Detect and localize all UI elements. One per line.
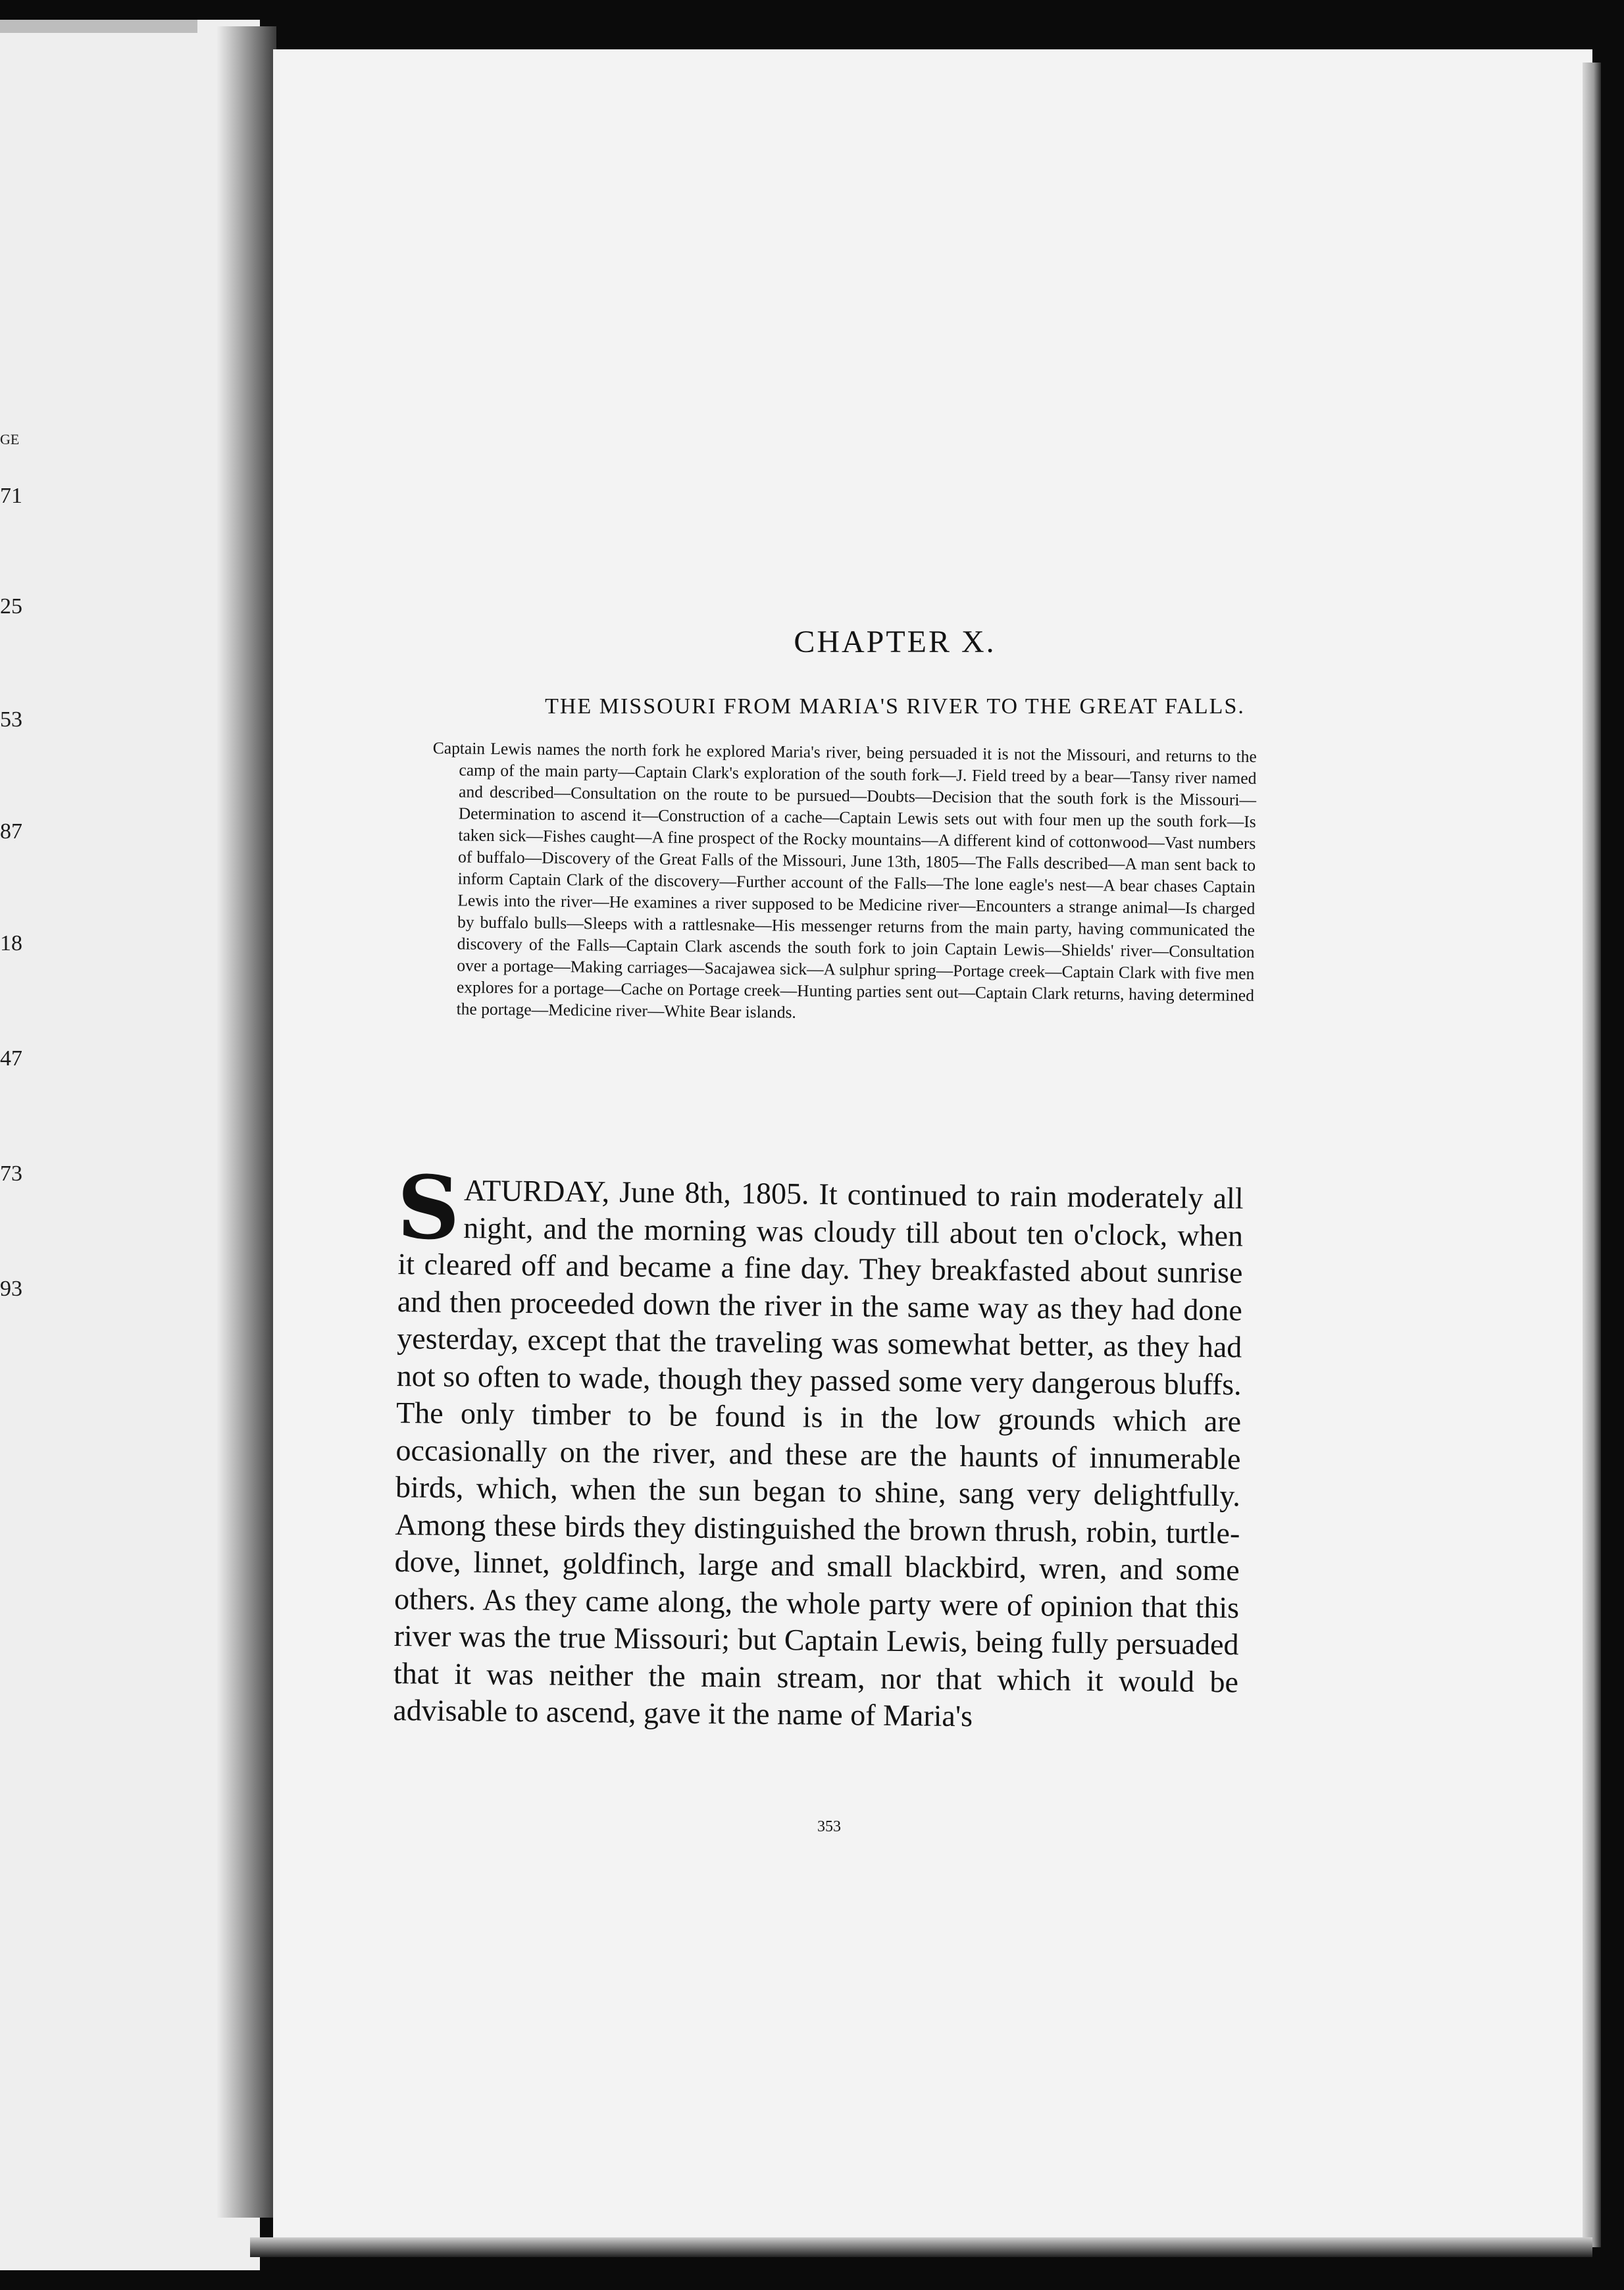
- page-number: 353: [817, 1818, 841, 1835]
- page-bottom-shadow: [250, 2237, 1592, 2257]
- drop-cap: S: [396, 1156, 461, 1260]
- chapter-title: CHAPTER X.: [794, 624, 996, 659]
- body-paragraph: [393, 1156, 1244, 1738]
- left-margin-fragment: 53: [0, 707, 22, 732]
- left-page-top-edge: [0, 20, 197, 33]
- chapter-subtitle: THE MISSOURI FROM MARIA'S RIVER TO THE GREAT FALLS.: [545, 694, 1245, 719]
- left-margin-fragment: GE: [0, 431, 20, 447]
- left-margin-fragment: 25: [0, 594, 22, 619]
- left-margin-fragment: 18: [0, 931, 22, 955]
- left-margin-fragment: 93: [0, 1277, 22, 1301]
- left-margin-fragment: 73: [0, 1161, 22, 1186]
- right-page-edge: [1583, 63, 1601, 2247]
- book-gutter-shadow: [217, 26, 276, 2218]
- chapter-synopsis: Captain Lewis names the north fork he explored Maria's river, being persuaded it is not the Missouri, and returns to the camp of the main party—Captain Clark's exploration of the south fork—J. Field treed by a bear—Tansy river named and described—Consultation on the route to be pursued—Doubts—Decision that the south fork is the Missouri—Determination to ascend it—Construction of a cache—Captain Lewis sets out with four men up the south fork—Is taken sick—Fishes caught—A fine prospect of the Rocky mountains—A different kind of cottonwood—Vast numbers of buffalo—Discovery of the Great Falls of the Missouri, June 13th, 1805—The Falls described—A man sent back to inform Captain Clark of the discovery—Further account of the Falls—The lone eagle's nest—A bear chases Captain Lewis into the river—He examines a river supposed to be Medicine river—Encounters a strange animal—Is charged by buffalo bulls—Sleeps with a rattlesnake—His messenger returns from the main party, having communicated the discovery of the Falls—Captain Clark ascends the south fork to join Captain Lewis—Shields' river—Consultation over a portage—Making carriages—Sacajawea sick—A sulphur spring—Portage creek—Captain Clark with five men explores for a portage—Cache on Portage creek—Hunting parties sent out—Captain Clark returns, having determined the portage—Medicine river—White Bear islands.: [432, 738, 1257, 1022]
- left-margin-fragment: 71: [0, 484, 22, 508]
- right-page: [273, 49, 1592, 2254]
- left-margin-fragment: 87: [0, 819, 22, 844]
- left-margin-fragment: 47: [0, 1046, 22, 1071]
- body-text: It continued to rain moderately all night, and the morning was cloudy till about ten o'clock, when it cleared off and became a fine day. They breakfasted about sunrise and then proceeded down the river in the same way as they had done yesterday, except that the traveling was somewhat better, as they had not so often to wade, though they passed some very dangerous bluffs. The only timber to be found is in the low grounds which are occasionally on the river, and these are the haunts of innumerable birds, which, when the sun began to shine, sang very delightfully. Among these birds they distinguished the brown thrush, robin, turtle-dove, linnet, goldfinch, large and small blackbird, wren, and some others. As they came along, the whole party were of opinion that this river was the true Missouri; but Captain Lewis, being fully persuaded that it was neither the main stream, nor that which it would be advisable to ascend, gave it the name of Maria's: [393, 1177, 1244, 1733]
- entry-date: ATURDAY, June 8th, 1805.: [463, 1173, 809, 1211]
